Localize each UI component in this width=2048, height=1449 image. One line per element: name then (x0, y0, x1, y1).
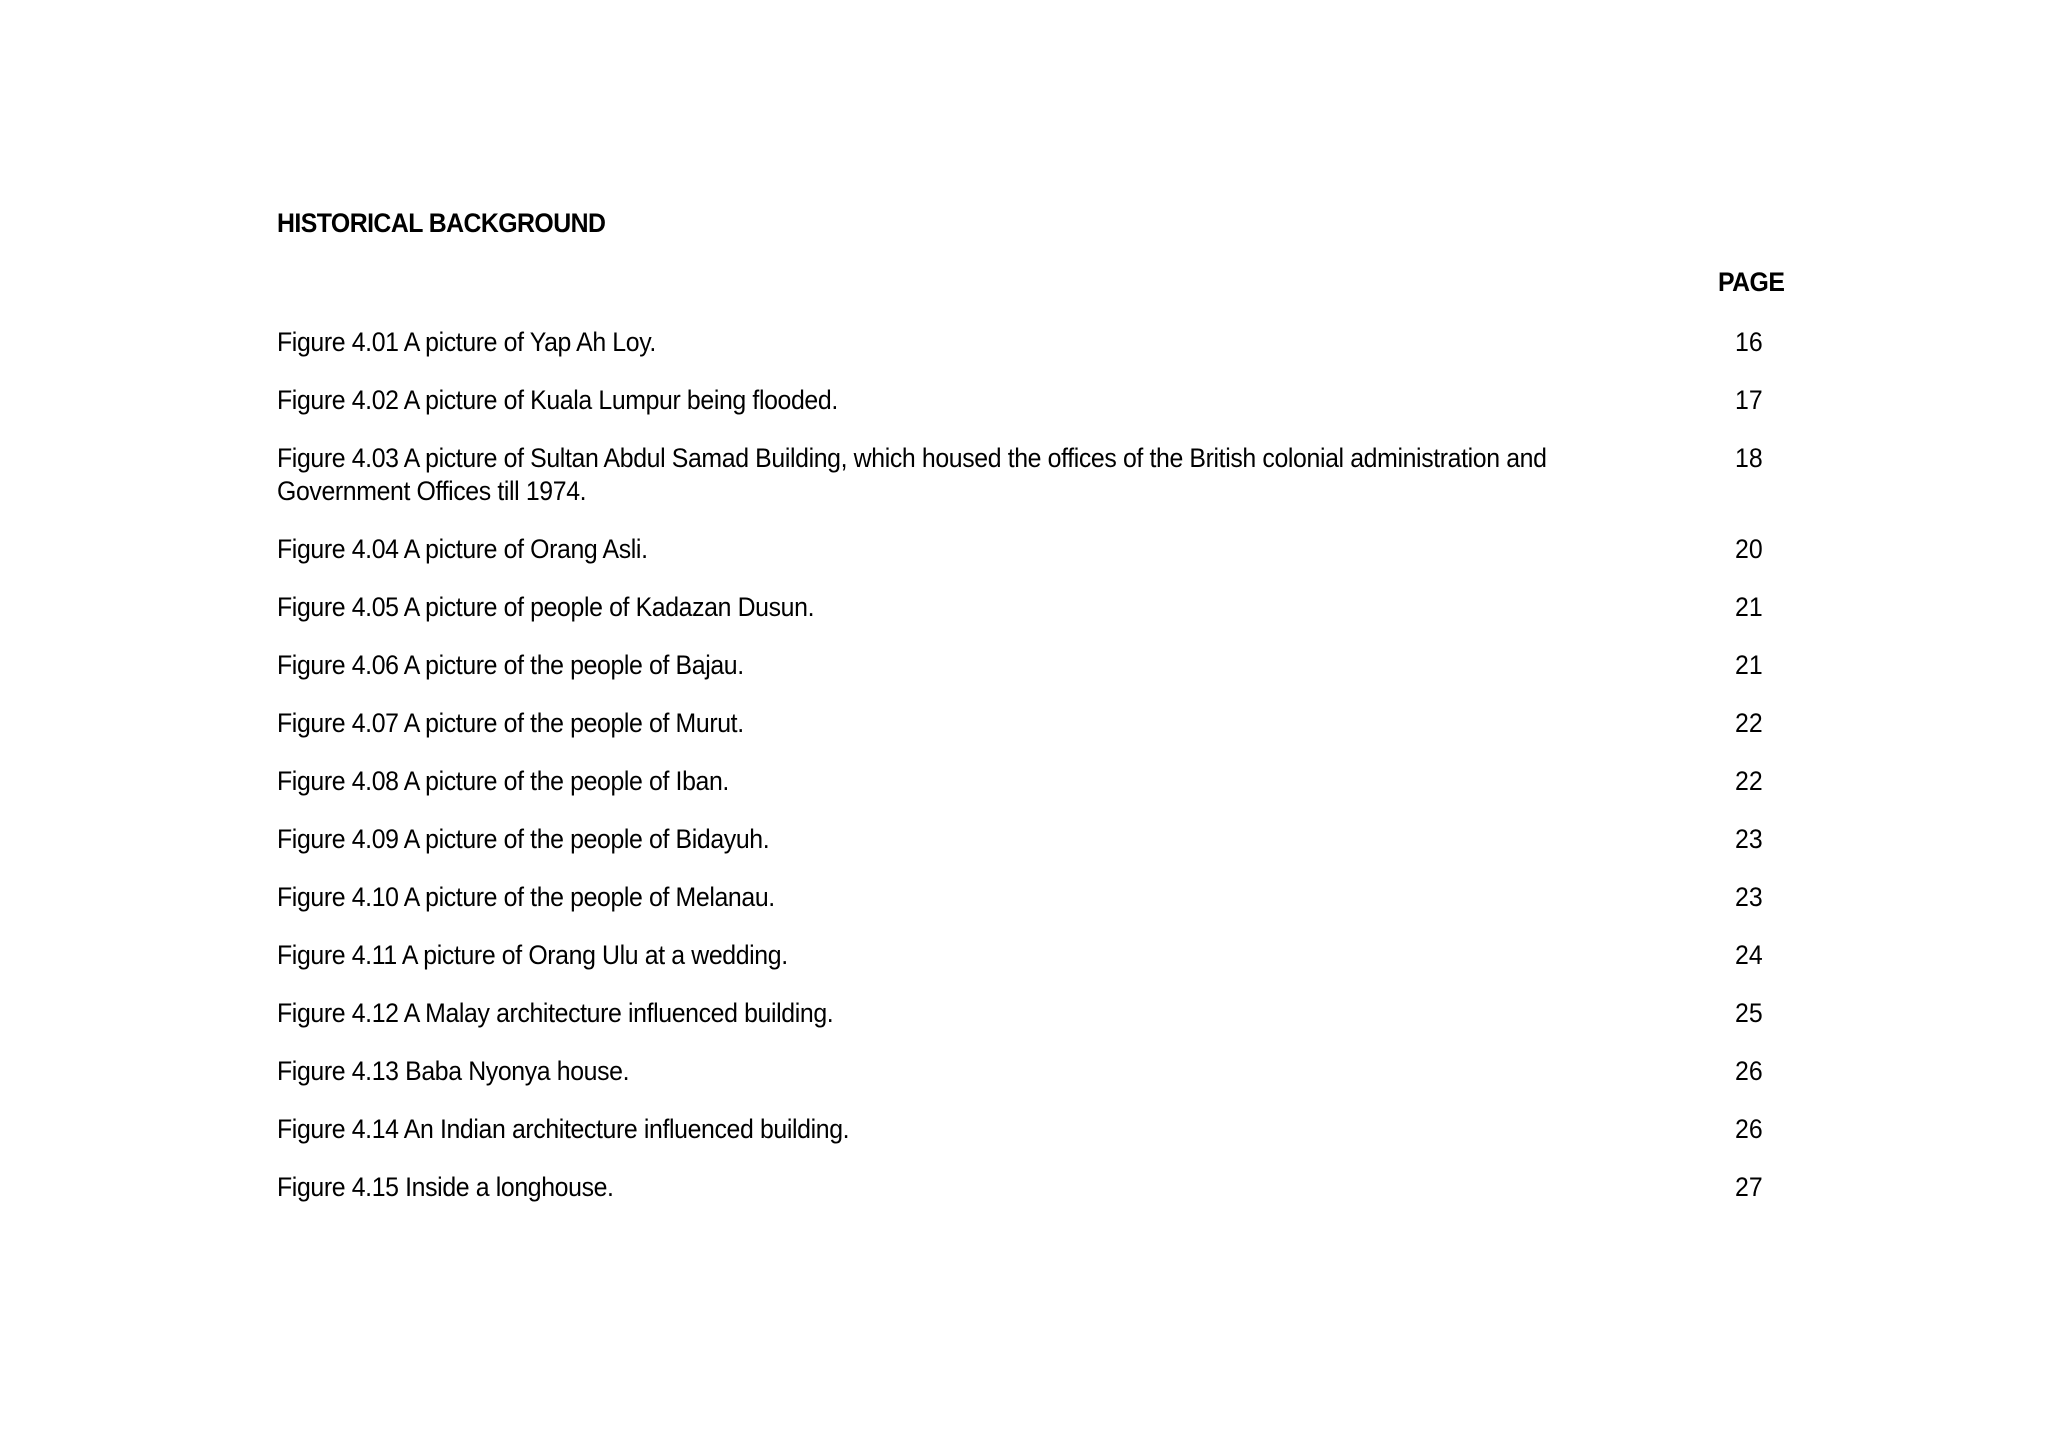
figure-entry (277, 326, 1777, 359)
figure-page-number: 22 (1735, 708, 1763, 738)
figure-entry (277, 442, 1777, 508)
figure-caption: Figure 4.06 A picture of the people of Bajau. (277, 650, 744, 680)
figure-page-number: 20 (1735, 534, 1763, 564)
figure-entry (277, 765, 1777, 798)
figure-page-number: 27 (1735, 1172, 1763, 1202)
figure-caption: Figure 4.04 A picture of Orang Asli. (277, 534, 648, 564)
figure-entry (277, 591, 1777, 624)
figure-page-number: 16 (1735, 327, 1763, 357)
figure-page-number: 17 (1735, 385, 1763, 415)
figure-caption: Figure 4.13 Baba Nyonya house. (277, 1056, 630, 1086)
figure-page-number: 26 (1735, 1114, 1763, 1144)
figure-caption: Figure 4.10 A picture of the people of Melanau. (277, 882, 775, 912)
figure-page-number: 23 (1735, 882, 1763, 912)
figure-caption: Figure 4.05 A picture of people of Kadazan Dusun. (277, 592, 815, 622)
figure-entry (277, 1171, 1777, 1204)
figure-caption: Figure 4.11 A picture of Orang Ulu at a wedding. (277, 940, 788, 970)
figure-caption: Figure 4.09 A picture of the people of Bidayuh. (277, 824, 770, 854)
figure-caption: Figure 4.12 A Malay architecture influenced building. (277, 998, 834, 1028)
figure-caption: Figure 4.02 A picture of Kuala Lumpur being flooded. (277, 385, 838, 415)
figure-caption: Figure 4.07 A picture of the people of Murut. (277, 708, 744, 738)
figure-page-number: 25 (1735, 998, 1763, 1028)
figure-entry (277, 533, 1777, 566)
figure-entry (277, 1055, 1777, 1088)
figure-caption: Figure 4.08 A picture of the people of Iban. (277, 766, 729, 796)
figure-page-number: 22 (1735, 766, 1763, 796)
figure-caption: Figure 4.15 Inside a longhouse. (277, 1172, 614, 1202)
figure-page-number: 21 (1735, 650, 1763, 680)
figure-page-number: 24 (1735, 940, 1763, 970)
figure-entry (277, 823, 1777, 856)
figure-page-number: 26 (1735, 1056, 1763, 1086)
figure-page-number: 21 (1735, 592, 1763, 622)
figure-caption: Figure 4.03 A picture of Sultan Abdul Samad Building, which housed the offices of the British colonial administration and Government Offices till 1974. (277, 443, 1547, 506)
figure-entry (277, 707, 1777, 740)
list-of-figures (277, 326, 1777, 1229)
figure-page-number: 23 (1735, 824, 1763, 854)
figure-entry (277, 1113, 1777, 1146)
figure-entry (277, 384, 1777, 417)
figure-entry (277, 649, 1777, 682)
figure-entry (277, 939, 1777, 972)
figure-caption: Figure 4.01 A picture of Yap Ah Loy. (277, 327, 656, 357)
figure-entry (277, 881, 1777, 914)
figure-caption: Figure 4.14 An Indian architecture influenced building. (277, 1114, 850, 1144)
figure-entry (277, 997, 1777, 1030)
section-title: HISTORICAL BACKGROUND (277, 208, 606, 238)
page-column-header: PAGE (1718, 267, 1785, 297)
figure-page-number: 18 (1735, 443, 1763, 473)
